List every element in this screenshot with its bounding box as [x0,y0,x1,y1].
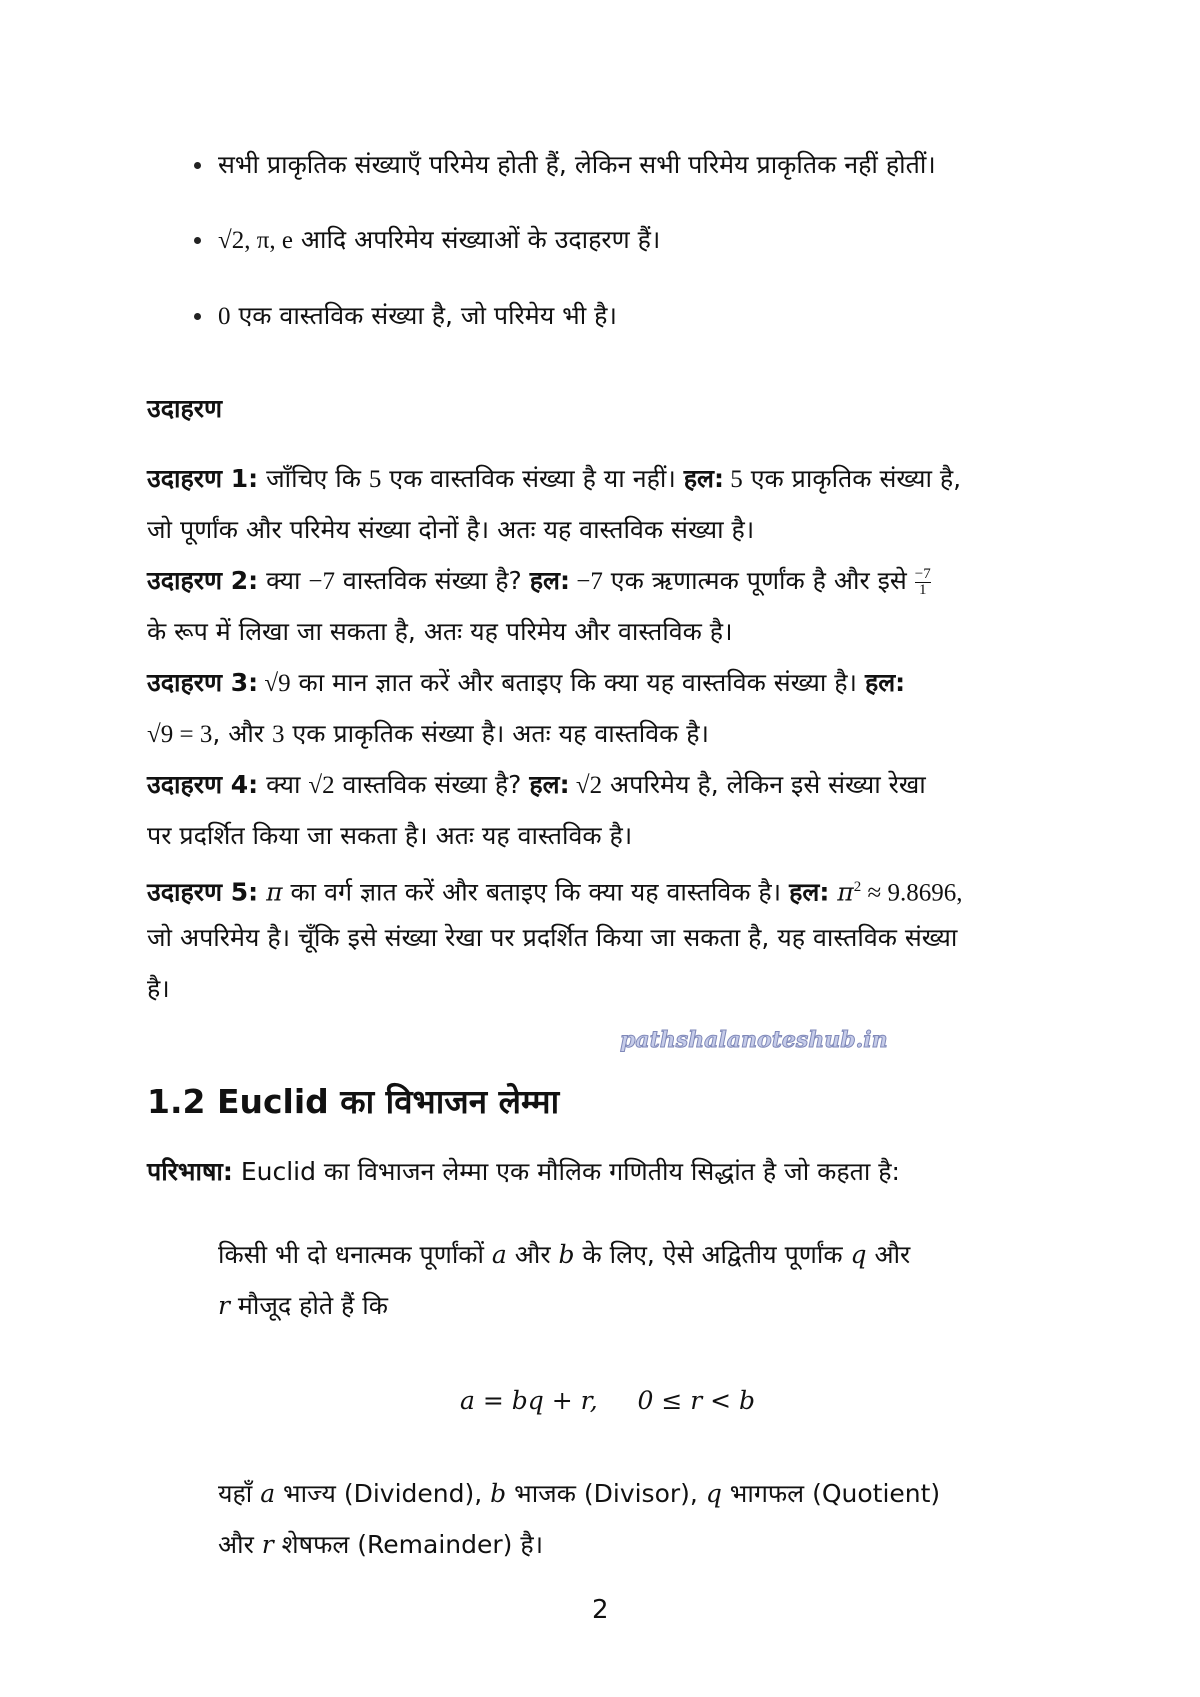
math-expression: π [258,877,283,907]
math-var: a [260,1479,276,1508]
example-4 [147,768,926,803]
bullet-icon [194,313,201,320]
text: और [506,1240,559,1269]
text: जाँचिए कि [258,464,369,493]
math-var: r [261,1530,274,1559]
example-1-line2: जो पूर्णांक और परिमेय संख्या दोनों है। अतः यह वास्तविक संख्या है। [147,515,755,544]
explanation [218,1477,940,1511]
solution-label: हल: [529,566,570,595]
page-number: 2 [592,1595,609,1625]
examples-heading: उदाहरण [147,394,223,423]
example-5 [147,870,962,910]
text: किसी भी दो धनात्मक पूर्णांकों [218,1240,492,1269]
solution-label: हल: [789,877,830,907]
text: क्या [258,770,309,799]
definition-label: परिभाषा: [147,1157,233,1186]
text: का मान ज्ञात करें और बताइए कि क्या यह वास्तविक संख्या है। [290,668,865,697]
math-var: q [705,1479,722,1508]
text: शेषफल (Remainder) है। [273,1530,544,1559]
bullet-text: सभी प्राकृतिक संख्याएँ परिमेय होती हैं, लेकिन सभी परिमेय प्राकृतिक नहीं होतीं। [218,150,936,179]
text: क्या [258,566,309,595]
bullet-icon [194,162,201,169]
bullet-text: आदि अपरिमेय संख्याओं के उदाहरण हैं। [292,225,661,254]
math-var: q [850,1240,867,1269]
explanation-line2 [218,1528,543,1562]
fraction [915,567,931,598]
bullet-item [218,299,617,334]
example-label: उदाहरण 3: [147,668,259,697]
text: यहाँ [218,1479,261,1508]
text: के लिए, ऐसे अद्वितीय पूर्णांक [574,1240,851,1269]
text: वास्तविक संख्या है? [334,770,530,799]
math-var: a [491,1240,507,1269]
math-expression: √9 = 3 [147,721,213,748]
lemma-equation: a = bq + r, 0 ≤ r < b [460,1386,756,1415]
example-3 [147,666,905,701]
math-expression: ≈ 9.8696, [861,879,963,907]
math-expression: 5 [724,466,743,493]
solution-label: हल: [529,770,570,799]
math-expression: 5 [368,466,382,493]
math-expression: √2 [569,772,603,799]
text: एक ऋणात्मक पूर्णांक है और इसे [602,566,915,595]
text: भाजक (Divisor), [506,1479,706,1508]
example-label: उदाहरण 1: [147,464,259,493]
text: एक वास्तविक संख्या है या नहीं। [381,464,684,493]
math-expression: √2, π, e [218,227,293,254]
math-expression: √9 [258,670,291,697]
definition-text: Euclid का विभाजन लेम्मा एक मौलिक गणितीय सिद्धांत है जो कहता है: [232,1157,900,1186]
lemma-statement-line2 [218,1289,388,1323]
example-label: उदाहरण 2: [147,566,259,595]
math-expression: −7 [308,568,335,595]
section-heading: 1.2 Euclid का विभाजन लेम्मा [147,1082,560,1121]
definition [147,1155,900,1189]
solution-label: हल: [864,668,906,697]
text: वास्तविक संख्या है? [334,566,530,595]
example-1 [147,462,961,497]
math-expression: 0 [218,303,231,330]
watermark: pathshalanoteshub.in [620,1027,888,1053]
bullet-item [218,223,660,258]
math-var: b [558,1240,575,1269]
text: भागफल (Quotient) [721,1479,941,1508]
example-5-line2: जो अपरिमेय है। चूँकि इसे संख्या रेखा पर प्रदर्शित किया जा सकता है, यह वास्तविक संख्या [147,923,958,952]
text: एक प्राकृतिक संख्या है। अतः यह वास्तविक है। [284,719,709,748]
bullet-item [218,148,936,182]
example-4-line2: पर प्रदर्शित किया जा सकता है। अतः यह वास्तविक है। [147,821,633,850]
numerator: −7 [914,565,931,582]
example-2-line2: के रूप में लिखा जा सकता है, अतः यह परिमेय और वास्तविक है। [147,617,733,646]
example-5-line3: है। [147,974,170,1003]
text: अपरिमेय है, लेकिन इसे संख्या रेखा [602,770,926,799]
bullet-text: एक वास्तविक संख्या है, जो परिमेय भी है। [230,301,617,330]
exponent: 2 [853,879,862,895]
math-var: r [218,1291,230,1320]
math-expression: −7 [569,568,603,595]
text: भाज्य (Dividend), [275,1479,491,1508]
math-expression: √2 [308,772,335,799]
text: मौजूद होते हैं कि [229,1291,388,1320]
text: एक प्राकृतिक संख्या है, [742,464,962,493]
text: और [866,1240,911,1269]
math-expression: π [829,877,854,907]
example-3-line2 [147,717,709,752]
bullet-icon [194,237,201,244]
text: और [218,1530,262,1559]
lemma-statement [218,1238,910,1272]
denominator: 1 [918,581,927,598]
math-expression: 3 [271,721,285,748]
example-label: उदाहरण 5: [147,877,259,907]
solution-label: हल: [683,464,725,493]
example-label: उदाहरण 4: [147,770,259,799]
text: , और [212,719,272,748]
math-var: b [490,1479,507,1508]
example-2 [147,564,931,599]
text: का वर्ग ज्ञात करें और बताइए कि क्या यह वास्तविक है। [282,877,790,907]
